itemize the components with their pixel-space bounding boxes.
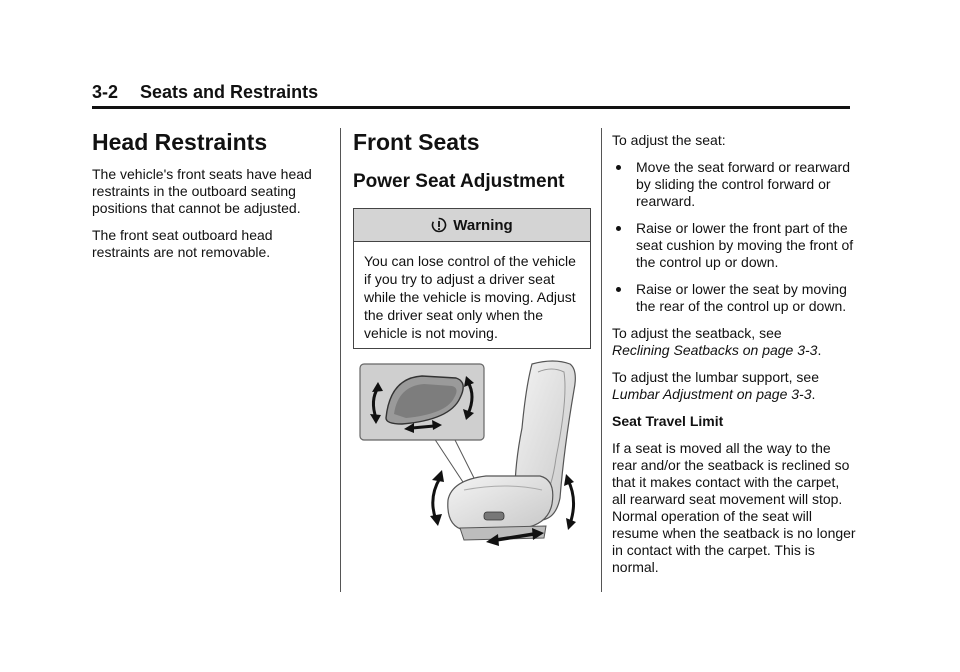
warning-body	[354, 242, 590, 348]
column-adjustment-instructions	[612, 124, 857, 586]
adjust-intro: To adjust the seat:	[612, 132, 726, 148]
seat-control-on-seat	[484, 512, 504, 520]
slide-arrow-inset	[412, 426, 434, 428]
seatback-reference: To adjust the seatback, see Reclining Seatbacks on page 3-3.	[612, 325, 822, 358]
lumbar-reference: To adjust the lumbar support, see Lumbar Adjustment on page 3-3.	[612, 369, 820, 402]
head-restraints-heading: Head Restraints	[92, 129, 268, 155]
header-rule	[92, 106, 850, 109]
lumbar-link[interactable]: Lumbar Adjustment on page 3-3	[612, 386, 812, 402]
seat-travel-limit-text: If a seat is moved all the way to the rear and/or the seatback is reclined so that it makes contact with the carpet, all rearward seat movement will stop. Normal operation of the seat will resume when the seatback is no longer in contact with the carpet. This is normal.	[612, 440, 856, 575]
column-front-seats	[353, 124, 591, 349]
rear-tilt-arrow	[568, 480, 574, 524]
adjustment-list	[612, 159, 857, 315]
seatback-link[interactable]: Reclining Seatbacks on page 3-3	[612, 342, 818, 358]
power-seat-illustration	[356, 358, 588, 552]
front-tilt-arrow	[433, 478, 440, 520]
head-restraints-paragraph: The front seat outboard head restraints are not removable.	[92, 227, 273, 260]
list-item: Raise or lower the front part of the seat cushion by moving the front of the control up or down.	[612, 220, 857, 271]
warning-box	[353, 208, 591, 349]
front-seats-heading: Front Seats	[353, 129, 480, 155]
list-item: Raise or lower the seat by moving the rear of the control up or down.	[612, 281, 857, 315]
warning-text: You can lose control of the vehicle if you try to adjust a driver seat while the vehicle is moving. Adjust the driver seat only when the vehicle is not moving.	[364, 253, 576, 341]
head-restraints-paragraph: The vehicle's front seats have head restraints in the outboard seating positions that cannot be adjusted.	[92, 166, 312, 216]
bullet-icon	[616, 287, 621, 292]
seat-cushion	[448, 476, 553, 530]
list-item: Move the seat forward or rearward by sliding the control forward or rearward.	[612, 159, 857, 210]
section-title: Seats and Restraints	[140, 82, 319, 102]
bullet-icon	[616, 165, 621, 170]
power-seat-heading: Power Seat Adjustment	[353, 171, 565, 192]
header-text	[92, 80, 850, 104]
column-divider	[340, 128, 341, 592]
column-divider	[601, 128, 602, 592]
seat-travel-limit-heading: Seat Travel Limit	[612, 413, 724, 429]
page-header	[92, 80, 850, 109]
bullet-icon	[616, 226, 621, 231]
page-number: 3-2	[92, 82, 119, 102]
warning-symbol-icon	[431, 217, 447, 233]
warning-title: Warning	[453, 216, 513, 234]
column-head-restraints	[92, 124, 330, 271]
warning-header	[354, 209, 590, 242]
